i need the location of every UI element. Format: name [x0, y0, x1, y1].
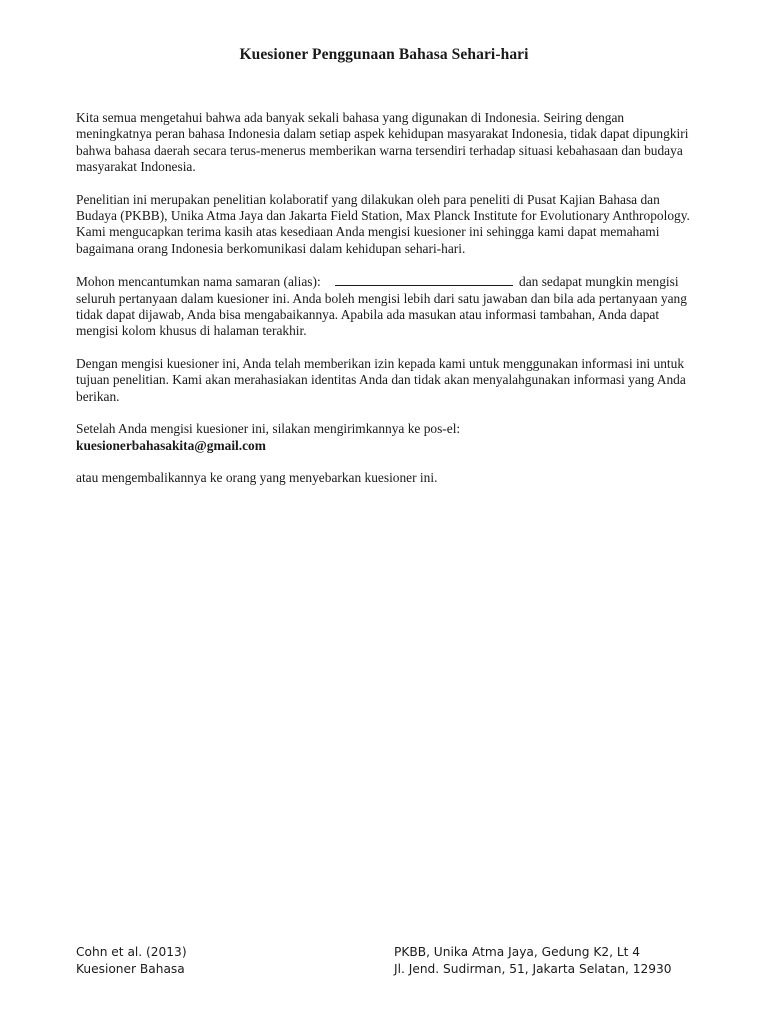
footer-address [394, 944, 672, 978]
contact-email: kuesionerbahasakita@gmail.com [76, 437, 266, 453]
footer-institution: PKBB, Unika Atma Jaya, Gedung K2, Lt 4 [394, 945, 641, 959]
intro-paragraph: Kita semua mengetahui bahwa ada banyak sekali bahasa yang digunakan di Indonesia. Seiring dengan meningkatnya peran bahasa Indonesia dalam setiap aspek kehidupan masyarakat Indonesia, tidak dapat dipungkiri bahwa bahasa daerah secara terus-menerus memberikan warna tersendiri terhadap situasi kebahasaan dan budaya masyarakat Indonesia. [76, 110, 689, 175]
send-paragraph [76, 421, 696, 454]
send-instruction: Setelah Anda mengisi kuesioner ini, silakan mengirimkannya ke pos-el: [76, 421, 461, 437]
consent-paragraph: Dengan mengisi kuesioner ini, Anda telah memberikan izin kepada kami untuk menggunakan informasi ini untuk tujuan penelitian. Kami akan merahasiakan identitas Anda dan tidak akan menyalahgunakan informasi yang Anda berikan. [76, 355, 686, 404]
alias-blank-line [335, 273, 513, 286]
document-body [76, 110, 696, 502]
footer-street: Jl. Jend. Sudirman, 51, Jakarta Selatan, 12930 [394, 962, 672, 976]
alias-prompt: Mohon mencantumkan nama samaran (alias): [76, 274, 321, 290]
footer-citation [76, 944, 187, 978]
alias-instructions: dan sedapat mungkin mengisi seluruh pertanyaan dalam kuesioner ini. Anda boleh mengisi lebih dari satu jawaban dan bila ada pertanyaan yang tidak dapat dijawab, Anda bisa mengabaikannya. Apabila ada masukan atau informasi tambahan, Anda dapat mengisi kolom khusus di halaman terakhir. [76, 274, 687, 339]
return-paragraph: atau mengembalikannya ke orang yang menyebarkan kuesioner ini. [76, 469, 438, 485]
research-paragraph: Penelitian ini merupakan penelitian kolaboratif yang dilakukan oleh para peneliti di Pusat Kajian Bahasa dan Budaya (PKBB), Unika Atma Jaya dan Jakarta Field Station, Max Planck Institute for Evolutionary Anthropology. Kami mengucapkan terima kasih atas kesediaan Anda mengisi kuesioner ini sehingga kami dapat memahami bagaimana orang Indonesia berkomunikasi dalam kehidupan sehari-hari. [76, 191, 690, 256]
footer-doc-name: Kuesioner Bahasa [76, 962, 185, 976]
page-title: Kuesioner Penggunaan Bahasa Sehari-hari [239, 46, 529, 63]
footer-author: Cohn et al. (2013) [76, 945, 187, 959]
alias-paragraph [76, 273, 696, 340]
